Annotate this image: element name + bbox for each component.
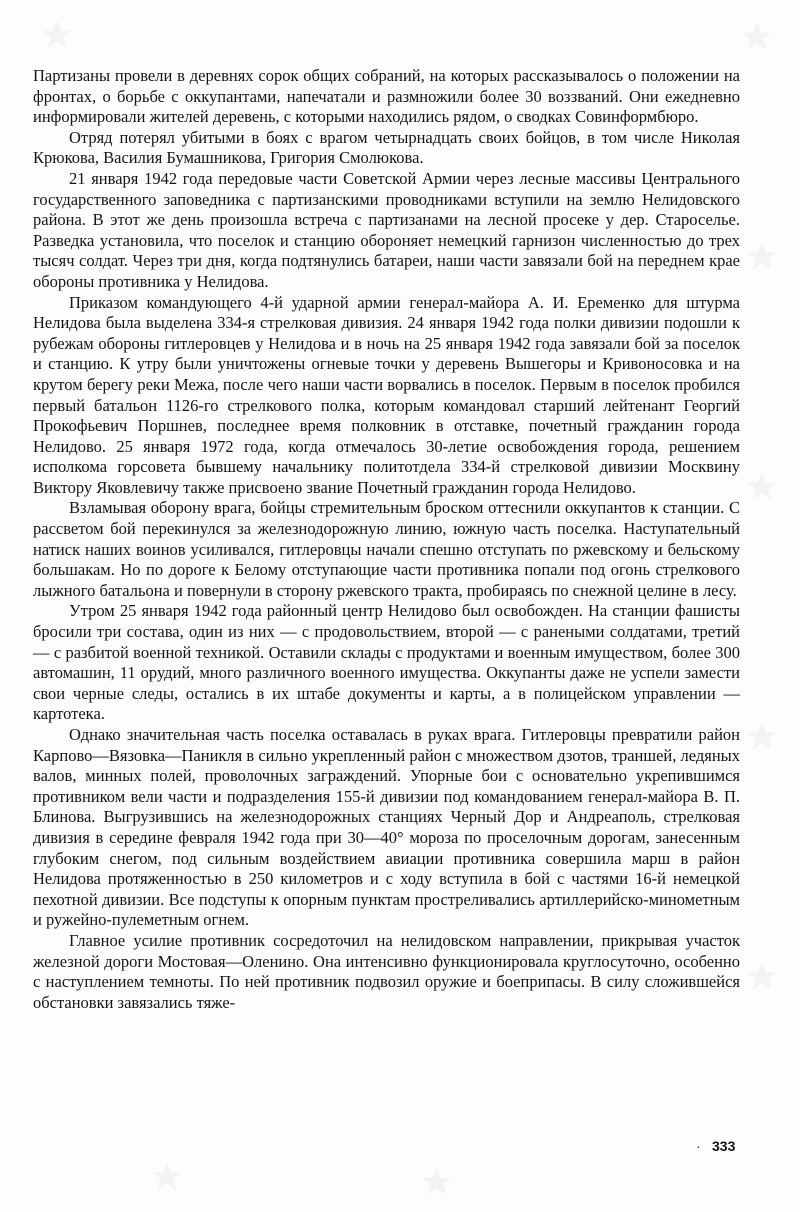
watermark-star-icon — [40, 18, 74, 52]
watermark-star-icon — [745, 960, 779, 994]
paragraph: Главное усилие противник сосредоточил на нелидовском направлении, прикрывая участок железной дороги Мостовая—Оленино. Она интенсивно функционировала круглосуточно, особенно с наступлением темноты. По ней противник подвозил оружие и боеприпасы. В силу сложившейся обстановки завязались тяже- — [33, 930, 740, 1012]
watermark-star-icon — [745, 720, 779, 754]
paragraph: Приказом командующего 4-й ударной армии генерал-майора А. И. Еременко для штурма Нелидова была выделена 334-я стрелковая дивизия. 24 января 1942 года полки дивизии подошли к рубежам обороны гитлеровцев у Нелидова и в ночь на 25 января 1942 года завязали бой за поселок и станцию. К утру были уничтожены огневые точки у деревень Вышегоры и Кривоносовка и на крутом берегу реки Межа, после чего наши части ворвались в поселок. Первым в поселок пробился первый батальон 1126-го стрелкового полка, которым командовал старший лейтенант Георгий Прокофьевич Поршнев, последнее время полковник в отставке, почетный гражданин города Нелидово. 25 января 1972 года, когда отмечалось 30-летие освобождения города, решением исполкома горсовета бывшему начальнику политотдела 334-й стрелковой дивизии Москвину Виктору Яковлевичу также присвоено звание Почетный гражданин города Нелидово. — [33, 292, 740, 497]
paragraph: Партизаны провели в деревнях сорок общих собраний, на которых рассказывалось о положении на фронтах, о борьбе с оккупантами, напечатали и размножили более 30 воззваний. Они ежедневно информировали жителей деревень, с которыми находились рядом, о сводках Совинформбюро. — [33, 66, 740, 127]
watermark-star-icon — [740, 20, 774, 54]
paragraph: Отряд потерял убитыми в боях с врагом четырнадцать своих бойцов, в том числе Николая Крюкова, Василия Бумашникова, Григория Смолюкова. — [33, 127, 740, 168]
body-text — [33, 66, 740, 1013]
watermark-star-icon — [150, 1160, 184, 1194]
page-number: 333 — [712, 1138, 736, 1154]
watermark-star-icon — [745, 240, 779, 274]
footer-mark: · — [696, 1138, 701, 1154]
watermark-star-icon — [420, 1165, 454, 1199]
watermark-star-icon — [745, 470, 779, 504]
paragraph: 21 января 1942 года передовые части Советской Армии через лесные массивы Центрального государственного заповедника с партизанскими проводниками вступили на землю Нелидовского района. В этот же день произошла встреча с партизанами на лесной просеке у дер. Староселье. Разведка установила, что поселок и станцию обороняет немецкий гарнизон численностью до трех тысяч солдат. Через три дня, когда подтянулись батареи, наши части завязали бой на переднем крае обороны противника у Нелидова. — [33, 168, 740, 291]
paragraph: Утром 25 января 1942 года районный центр Нелидово был освобожден. На станции фашисты бросили три состава, один из них — с продовольствием, второй — с ранеными солдатами, третий — с разбитой военной техникой. Оставили склады с продуктами и военным имуществом, более 300 автомашин, 11 орудий, много различного военного имущества. Оккупанты даже не успели замести свои черные следы, остались в их штабе документы и карты, а в полицейском управлении — картотека. — [33, 601, 740, 724]
paragraph: Однако значительная часть поселка оставалась в руках врага. Гитлеровцы превратили район Карпово—Вязовка—Паникля в сильно укрепленный район с множеством дзотов, траншей, ледяных валов, минных полей, проволочных заграждений. Упорные бои с основательно укрепившимся противником вели части и подразделения 155-й дивизии под командованием генерал-майора В. П. Блинова. Выгрузившись на железнодорожных станциях Черный Дор и Андреаполь, стрелковая дивизия в середине февраля 1942 года при 30—40° мороза по проселочным дорогам, занесенным глубоким снегом, под сильным воздействием авиации противника совершила марш в район Нелидова протяженностью в 250 километров и с ходу вступила в бой с частями 16-й немецкой пехотной дивизии. Все подступы к опорным пунктам простреливались артиллерийско-минометным и ружейно-пулеметным огнем. — [33, 725, 740, 930]
paragraph: Взламывая оборону врага, бойцы стремительным броском оттеснили оккупантов к станции. С рассветом бой перекинулся за железнодорожную линию, южную часть поселка. Наступательный натиск наших воинов усиливался, гитлеровцы начали спешно отступать по ржевскому и бельскому большакам. Но по дороге к Белому отступающие части противника попали под огонь стрелкового лыжного батальона и повернули в сторону ржевского тракта, пробираясь по снежной целине в лесу. — [33, 498, 740, 600]
